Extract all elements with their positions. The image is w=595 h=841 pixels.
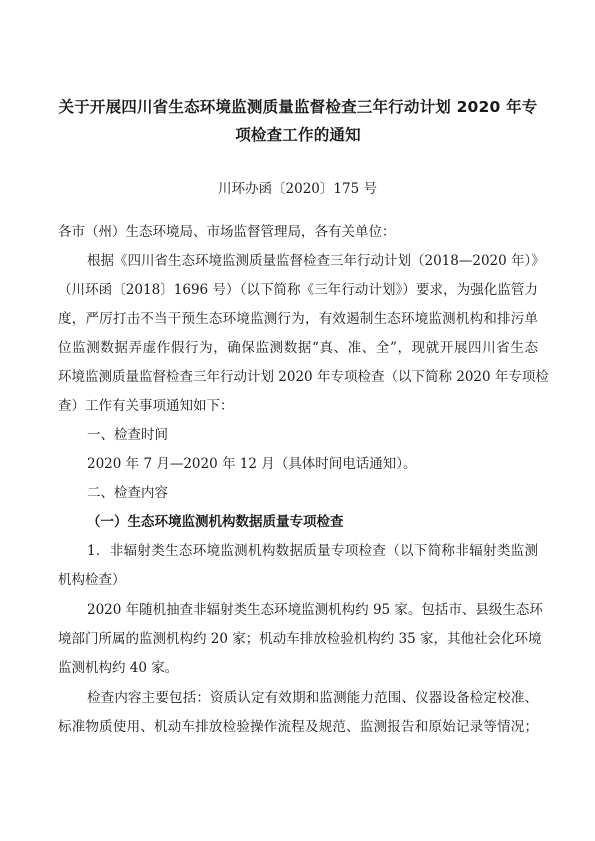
- body-line: 2020 年 7 月—2020 年 12 月（具体时间电话通知）。: [87, 456, 417, 472]
- subsection-heading: （一）生态环境监测机构数据质量专项检查: [87, 514, 344, 530]
- document-title-line-2: 项检查工作的通知: [235, 126, 361, 144]
- body-line: 环境监测质量监督检查三年行动计划 2020 年专项检查（以下简称 2020 年专项检: [58, 369, 549, 385]
- body-line: 监测机构约 40 家。: [58, 660, 179, 676]
- section-heading: 二、检查内容: [87, 485, 168, 501]
- section-heading: 一、检查时间: [87, 427, 168, 443]
- body-line: 检查内容主要包括：资质认定有效期和监测能力范围、仪器设备检定校准、: [87, 690, 538, 706]
- body-line: 根据《四川省生态环境监测质量监督检查三年行动计划（2018—2020 年）》: [87, 253, 545, 269]
- body-line: 机构检查）: [58, 572, 126, 588]
- body-line: 1．非辐射类生态环境监测机构数据质量专项检查（以下简称非辐射类监测: [87, 543, 538, 559]
- document-title-line-1: 关于开展四川省生态环境监测质量监督检查三年行动计划 2020 年专: [58, 98, 538, 116]
- body-line: （川环函〔2018〕1696 号）（以下简称《三年行动计划》）要求，为强化监管力: [58, 282, 538, 298]
- document-number: 川环办函〔2020〕175 号: [218, 181, 377, 197]
- body-line: 查）工作有关事项通知如下：: [58, 398, 234, 414]
- salutation: 各市（州）生态环境局、市场监督管理局，各有关单位：: [58, 224, 396, 240]
- body-line: 境部门所属的监测机构约 20 家；机动车排放检验机构约 35 家，其他社会化环境: [58, 631, 542, 647]
- body-line: 位监测数据弄虚作假行为，确保监测数据“真、准、全”，现就开展四川省生态: [58, 340, 538, 356]
- body-line: 2020 年随机抽查非辐射类生态环境监测机构约 95 家。包括市、县级生态环: [87, 602, 543, 618]
- body-line: 度，严厉打击不当干预生态环境监测行为，有效遏制生态环境监测机构和排污单: [58, 311, 538, 327]
- body-line: 标准物质使用、机动车排放检验操作流程及规范、监测报告和原始记录等情况；: [58, 719, 538, 735]
